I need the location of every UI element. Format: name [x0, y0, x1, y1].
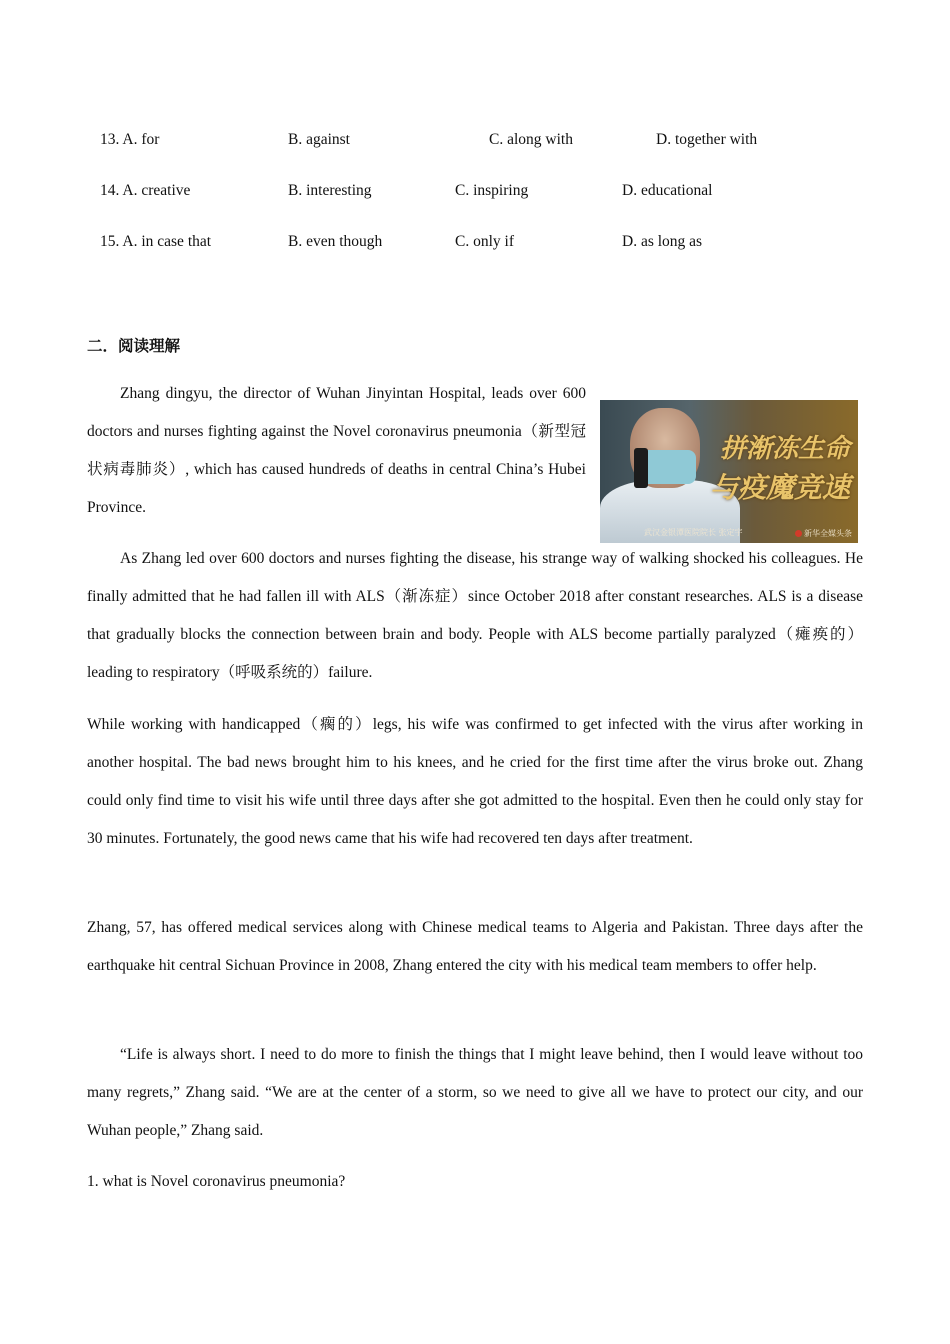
question-1: 1. what is Novel coronavirus pneumonia? — [87, 1173, 346, 1190]
section-title: 二．阅读理解 — [87, 337, 181, 355]
paragraph-3: While working with handicapped（瘸的）legs, his wife was confirmed to get infected with the virus after working in another hospital. The bad news brought him to his knees, and he cried for the first time after the virus broke out. Zhang could only find time to visit his wife until three days after she got admitted to the hospital. Even then he could only stay for 30 minutes. Fortunately, the good news came that his wife had recovered ten days after treatment. — [87, 716, 863, 847]
walkie-talkie-icon — [634, 448, 648, 488]
option-b: B. against — [288, 131, 350, 148]
option-c: C. inspiring — [455, 182, 529, 199]
option-row-15 — [0, 233, 950, 257]
paragraph-1: Zhang dingyu, the director of Wuhan Jinyintan Hospital, leads over 600 doctors and nurses fighting against the Novel coronavirus pneumonia（新型冠状病毒肺炎）, which has caused hundreds of deaths in central China’s Hubei Province. — [87, 385, 586, 516]
brand-logo-icon — [795, 530, 802, 537]
option-d: D. as long as — [622, 233, 703, 250]
paragraph-2: As Zhang led over 600 doctors and nurses fighting the disease, his strange way of walking shocked his colleagues. He finally admitted that he had fallen ill with ALS（渐冻症）since October 2018 after constant researches. ALS is a disease that gradually blocks the connection between brain and body. People with ALS become partially paralyzed（瘫痪的）leading to respiratory（呼吸系统的）failure. — [87, 550, 863, 681]
option-c: C. only if — [455, 233, 514, 250]
option-d: D. together with — [656, 131, 758, 148]
paragraph-5: “Life is always short. I need to do more to finish the things that I might leave behind, then I would leave without too many regrets,” Zhang said. “We are at the center of a storm, so we need to give all we have to protect our city, and our Wuhan people,” Zhang said. — [87, 1046, 863, 1139]
photo-caption: 武汉金银潭医院院长 张定宇 — [644, 528, 743, 537]
option-d: D. educational — [622, 182, 713, 199]
option-a: 13. A. for — [100, 131, 160, 148]
photo-calligraphy-1: 拼渐冻生命 — [719, 434, 850, 464]
news-photo — [600, 400, 858, 543]
option-a: 15. A. in case that — [100, 233, 212, 250]
option-row-13 — [0, 131, 950, 155]
option-b: B. interesting — [288, 182, 372, 199]
option-c: C. along with — [489, 131, 573, 148]
option-b: B. even though — [288, 233, 383, 250]
photo-brand — [795, 528, 852, 539]
photo-mask-shape — [640, 450, 696, 484]
paragraph-4: Zhang, 57, has offered medical services along with Chinese medical teams to Algeria and Pakistan. Three days after the earthquake hit central Sichuan Province in 2008, Zhang entered the city with his medical team members to offer help. — [87, 919, 863, 974]
option-row-14 — [0, 182, 950, 206]
photo-brand-text: 新华全媒头条 — [804, 529, 852, 538]
option-a: 14. A. creative — [100, 182, 191, 199]
photo-calligraphy-2: 与疫魔竞速 — [709, 471, 850, 504]
